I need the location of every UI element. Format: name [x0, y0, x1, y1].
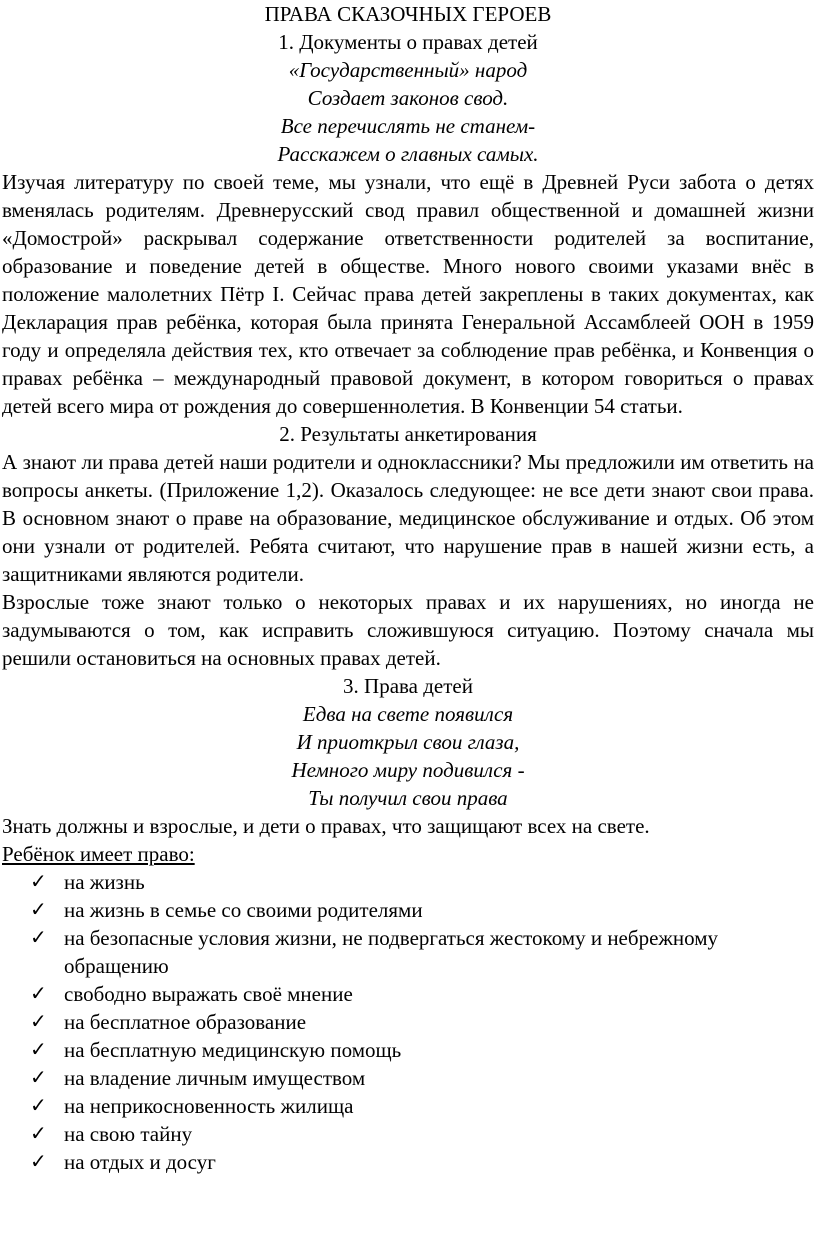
list-item: ✓ на безопасные условия жизни, не подвергаться жестокому и небрежному обращению [30, 926, 719, 978]
check-icon: ✓ [30, 871, 47, 893]
section-3-intro: Знать должны и взрослые, и дети о правах, что защищают всех на свете. [2, 814, 650, 838]
check-icon: ✓ [30, 983, 47, 1005]
rights-list-heading: Ребёнок имеет право: [2, 842, 195, 866]
doc-title: ПРАВА СКАЗОЧНЫХ ГЕРОЕВ [264, 2, 552, 26]
list-item: ✓ свободно выражать своё мнение [30, 982, 353, 1006]
section-2-paragraph-2: Взрослые тоже знают только о некоторых правах и их нарушениях, но иногда не задумываются о том, как исправить сложившуюся ситуацию. Поэтому сначала мы решили остановиться на основных правах детей. [2, 590, 814, 670]
check-icon: ✓ [30, 1039, 47, 1061]
section-1-heading: 1. Документы о правах детей [278, 30, 538, 54]
check-icon: ✓ [30, 1151, 47, 1173]
list-item: ✓ на неприкосновенность жилища [30, 1094, 354, 1118]
section-3-heading: 3. Права детей [343, 674, 473, 698]
section-1-paragraph: Изучая литературу по своей теме, мы узнали, что ещё в Древней Руси забота о детях вменялась родителям. Древнерусский свод правил общественной и домашней жизни «Домострой» раскрывал содержание ответственности родителей за воспитание, образование и поведение детей в обществе. Много нового своими указами внёс в положение малолетних Пётр I. Сейчас права детей закреплены в таких документах, как Декларация прав ребёнка, которая была принята Генеральной Ассамблеей ООН в 1959 году и определяла действия тех, кто отвечает за соблюдение прав ребёнка, и Конвенция о правах ребёнка – международный правовой документ, в котором говориться о правах детей всего мира от рождения до совершеннолетия. В Конвенции 54 статьи. [2, 170, 814, 418]
poem-line: Ты получил свои права [308, 786, 508, 810]
list-item: ✓ на бесплатную медицинскую помощь [30, 1038, 402, 1062]
section-2-heading: 2. Результаты анкетирования [279, 422, 537, 446]
check-icon: ✓ [30, 1123, 47, 1145]
check-icon: ✓ [30, 899, 47, 921]
check-icon: ✓ [30, 1011, 47, 1033]
list-item: ✓ на владение личным имуществом [30, 1066, 366, 1090]
poem-line: Все перечислять не станем- [280, 114, 536, 138]
poem-line: Немного миру подивился - [291, 758, 525, 782]
poem-line: Расскажем о главных самых. [277, 142, 539, 166]
check-icon: ✓ [30, 1095, 47, 1117]
poem-line: Едва на свете появился [302, 702, 514, 726]
list-item: ✓ на свою тайну [30, 1122, 193, 1146]
poem-line: Создает законов свод. [307, 86, 509, 110]
check-icon: ✓ [30, 1067, 47, 1089]
poem-line: И приоткрыл свои глаза, [296, 730, 520, 754]
list-item: ✓ на бесплатное образование [30, 1010, 307, 1034]
list-item: ✓ на жизнь [30, 870, 145, 894]
check-icon: ✓ [30, 927, 47, 949]
rights-list [2, 868, 814, 1176]
section-2-paragraph-1: А знают ли права детей наши родители и одноклассники? Мы предложили им ответить на вопросы анкеты. (Приложение 1,2). Оказалось следующее: не все дети знают свои права. В основном знают о праве на образование, медицинское обслуживание и отдых. Об этом они узнали от родителей. Ребята считают, что нарушение прав в нашей жизни есть, а защитниками являются родители. [2, 450, 814, 586]
list-item: ✓ на жизнь в семье со своими родителями [30, 898, 423, 922]
poem-line: «Государственный» народ [288, 58, 528, 82]
list-item: ✓ на отдых и досуг [30, 1150, 216, 1174]
